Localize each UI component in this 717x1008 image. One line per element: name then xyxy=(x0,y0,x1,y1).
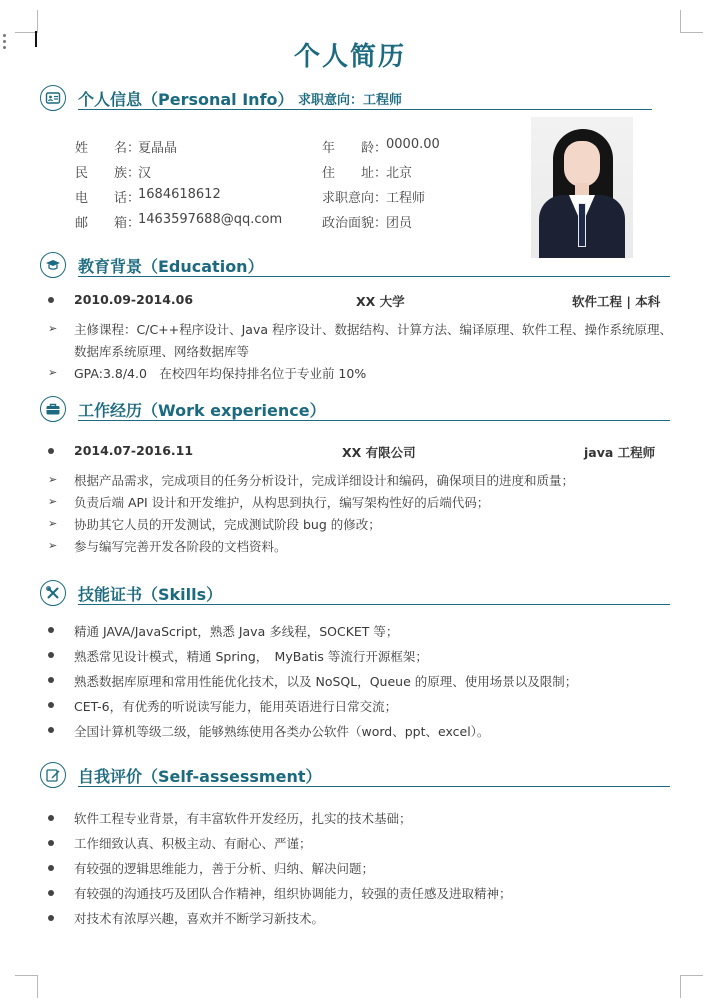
skill-item: 全国计算机等级二级，能够熟练使用各类办公软件（word、ppt、excel）。 xyxy=(74,724,490,739)
edit-icon xyxy=(40,762,66,788)
section-divider xyxy=(78,109,652,110)
bullet-icon xyxy=(48,915,54,921)
section-divider xyxy=(78,786,670,787)
section-heading: 教育背景（Education） xyxy=(78,257,264,276)
section-divider xyxy=(78,420,670,421)
address-label: 住 址： xyxy=(322,166,388,181)
section-skills xyxy=(40,580,670,612)
work-detail: 参与编写完善开发各阶段的文档资料。 xyxy=(74,539,287,554)
tools-icon xyxy=(40,580,66,606)
section-personal-info xyxy=(40,85,660,117)
briefcase-icon xyxy=(40,396,66,422)
section-heading: 个人信息（Personal Info） xyxy=(78,90,294,109)
section-heading: 自我评价（Self-assessment） xyxy=(78,767,322,786)
work-company: XX 有限公司 xyxy=(342,445,416,460)
education-degree: 软件工程 | 本科 xyxy=(572,294,661,309)
arrow-bullet-icon: ➢ xyxy=(48,322,58,335)
work-detail: 根据产品需求，完成项目的任务分析设计，完成详细设计和编码，确保项目的进度和质量； xyxy=(74,473,575,488)
name-value: 夏晶晶 xyxy=(138,141,178,156)
email-value: 1463597688@qq.com xyxy=(138,212,283,227)
address-value: 北京 xyxy=(386,166,413,181)
bullet-icon xyxy=(48,865,54,871)
graduation-cap-icon xyxy=(40,252,66,278)
arrow-bullet-icon: ➢ xyxy=(48,517,58,530)
skill-item: 熟悉常见设计模式，精通 Spring， MyBatis 等流行开源框架； xyxy=(74,649,428,664)
section-heading: 技能证书（Skills） xyxy=(78,585,223,604)
political-value: 团员 xyxy=(386,216,413,231)
page-corner-mark xyxy=(680,10,703,33)
work-detail: 协助其它人员的开发测试，完成测试阶段 bug 的修改； xyxy=(74,517,381,532)
phone-value: 1684618612 xyxy=(138,187,221,202)
self-item: 软件工程专业背景，有丰富软件开发经历，扎实的技术基础； xyxy=(74,811,412,826)
email-label: 邮 箱： xyxy=(75,216,141,231)
section-self-assessment xyxy=(40,762,670,794)
objective-label: 求职意向： xyxy=(322,191,388,206)
bullet-icon xyxy=(48,727,54,733)
education-detail: 数据库系统原理、网络数据库等 xyxy=(74,344,250,359)
ethnicity-value: 汉 xyxy=(138,166,152,181)
page-corner-mark xyxy=(15,975,38,998)
section-divider xyxy=(78,276,670,277)
bullet-icon xyxy=(48,890,54,896)
education-detail: 主修课程：C/C++程序设计、Java 程序设计、数据结构、计算方法、编译原理、软件工程、操作系统原理、 xyxy=(74,322,672,337)
objective-heading: 求职意向：工程师 xyxy=(298,93,403,108)
education-period: 2010.09-2014.06 xyxy=(74,292,194,307)
section-heading: 工作经历（Work experience） xyxy=(78,401,326,420)
skill-item: 精通 JAVA/JavaScript，熟悉 Java 多线程，SOCKET 等； xyxy=(74,624,399,639)
education-detail: GPA:3.8/4.0 在校四年均保持排名位于专业前 10% xyxy=(74,366,367,381)
section-education xyxy=(40,252,670,284)
bullet-icon xyxy=(48,840,54,846)
education-school: XX 大学 xyxy=(356,294,405,309)
id-card-icon xyxy=(40,85,66,111)
profile-photo xyxy=(531,117,633,258)
skill-item: CET-6，有优秀的听说读写能力，能用英语进行日常交流； xyxy=(74,699,398,714)
phone-label: 电 话： xyxy=(75,191,141,206)
work-detail: 负责后端 API 设计和开发维护，从构思到执行，编写架构性好的后端代码； xyxy=(74,495,490,510)
objective-value: 工程师 xyxy=(386,191,426,206)
skill-item: 熟悉数据库原理和常用性能优化技术，以及 NoSQL，Queue 的原理、使用场景以及限制； xyxy=(74,674,578,689)
arrow-bullet-icon: ➢ xyxy=(48,495,58,508)
name-label: 姓 名： xyxy=(75,141,141,156)
bullet-icon xyxy=(48,448,54,454)
bullet-icon xyxy=(48,652,54,658)
political-label: 政治面貌： xyxy=(322,216,388,231)
self-item: 有较强的逻辑思维能力，善于分析、归纳、解决问题； xyxy=(74,861,375,876)
arrow-bullet-icon: ➢ xyxy=(48,366,58,379)
bullet-icon xyxy=(48,815,54,821)
work-position: java 工程师 xyxy=(584,445,656,460)
page-corner-mark xyxy=(15,10,38,33)
bullet-icon xyxy=(48,297,54,303)
self-item: 工作细致认真、积极主动、有耐心、严谨； xyxy=(74,836,312,851)
bullet-icon xyxy=(48,677,54,683)
age-label: 年 龄： xyxy=(322,141,388,156)
bullet-icon xyxy=(48,627,54,633)
arrow-bullet-icon: ➢ xyxy=(48,473,58,486)
bullet-icon xyxy=(48,702,54,708)
work-period: 2014.07-2016.11 xyxy=(74,443,194,458)
section-work xyxy=(40,396,670,428)
section-divider xyxy=(78,604,670,605)
age-value: 0000.00 xyxy=(386,137,440,152)
self-item: 对技术有浓厚兴趣，喜欢并不断学习新技术。 xyxy=(74,911,325,926)
page-title: 个人简历 xyxy=(293,42,406,72)
arrow-bullet-icon: ➢ xyxy=(48,539,58,552)
page-corner-mark xyxy=(680,975,703,998)
self-item: 有较强的沟通技巧及团队合作精神，组织协调能力，较强的责任感及进取精神； xyxy=(74,886,512,901)
ethnicity-label: 民 族： xyxy=(75,166,141,181)
